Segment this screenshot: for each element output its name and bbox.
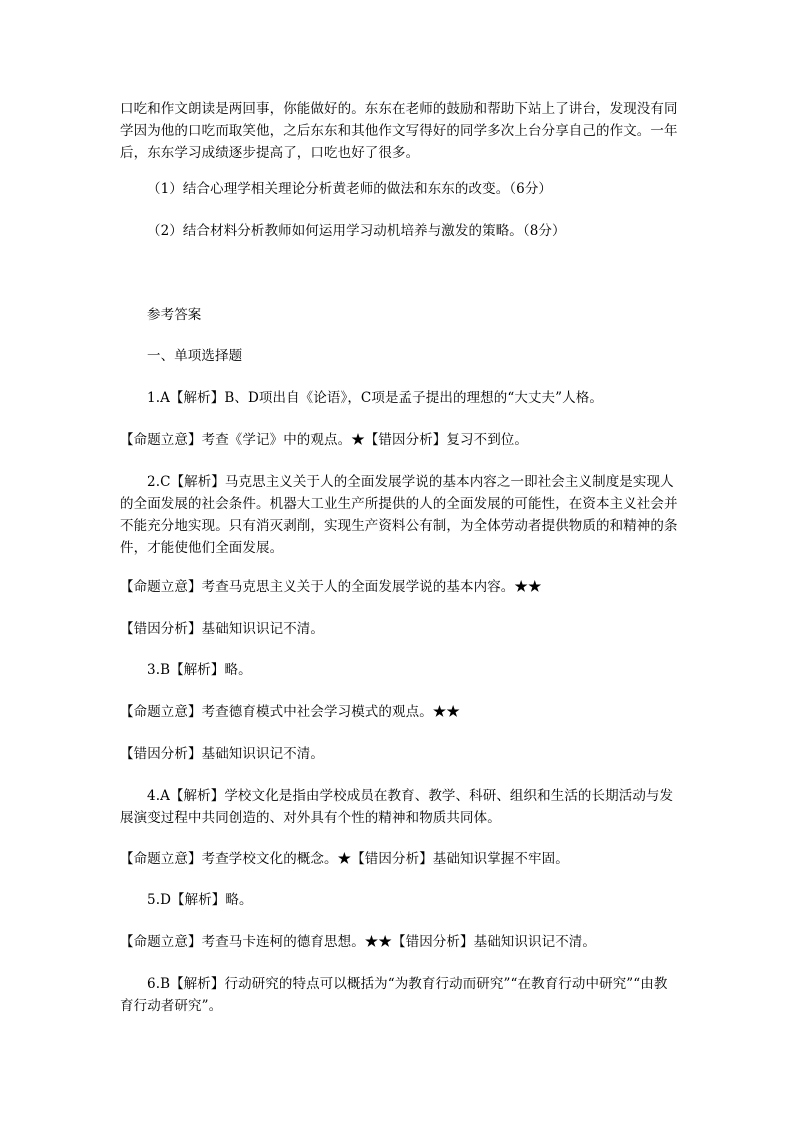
- question-1: （1）结合心理学相关理论分析黄老师的做法和东东的改变。（6分）: [147, 181, 553, 197]
- answer-3-analysis: 3.B【解析】略。: [147, 662, 252, 678]
- answer-3-intent: 【命题立意】考查德育模式中社会学习模式的观点。★★: [120, 704, 460, 720]
- answer-5-intent: 【命题立意】考查马卡连柯的德育思想。★★【错因分析】基础知识识记不清。: [120, 934, 596, 950]
- answer-4-intent: 【命题立意】考查学校文化的概念。★【错因分析】基础知识掌握不牢固。: [120, 851, 569, 867]
- paragraph-case-continuation: 口吃和作文朗读是两回事，你能做好的。东东在老师的鼓励和帮助下站上了讲台，发现没有同学因为他的口吃而取笑他，之后东东和其他作文写得好的同学多次上台分享自己的作文。一年后，东东学习成绩逐步提高了，口吃也好了很多。: [120, 101, 678, 161]
- answer-6-analysis: 6.B【解析】行动研究的特点可以概括为“为教育行动而研究”“在教育行动中研究”“由教育行动者研究”。: [120, 976, 668, 1014]
- question-2: （2）结合材料分析教师如何运用学习动机培养与激发的策略。（8分）: [147, 223, 566, 239]
- answer-1-intent: 【命题立意】考查《学记》中的观点。★【错因分析】复习不到位。: [120, 432, 528, 448]
- section-title-answers: 参考答案: [147, 307, 202, 323]
- answer-2-error: 【错因分析】基础知识识记不清。: [120, 621, 324, 637]
- answer-2-analysis: 2.C【解析】马克思主义关于人的全面发展学说的基本内容之一即社会主义制度是实现人的全面发展的社会条件。机器大工业生产所提供的人的全面发展的可能性，在资本主义社会并不能充分地实现。只有消灭剥削，实现生产资料公有制，为全体劳动者提供物质的和精神的条件，才能使他们全面发展。: [120, 474, 678, 556]
- answer-5-analysis: 5.D【解析】略。: [147, 892, 253, 908]
- answer-4-analysis: 4.A【解析】学校文化是指由学校成员在教育、教学、科研、组织和生活的长期活动与发展演变过程中共同创造的、对外具有个性的精神和物质共同体。: [120, 788, 674, 826]
- section-heading-single-choice: 一、单项选择题: [147, 348, 243, 364]
- answer-3-error: 【错因分析】基础知识识记不清。: [120, 746, 324, 762]
- answer-1-analysis: 1.A【解析】B、D项出自《论语》，C项是孟子提出的理想的“大丈夫”人格。: [147, 390, 603, 406]
- answer-2-intent: 【命题立意】考查马克思主义关于人的全面发展学说的基本内容。★★: [120, 579, 542, 595]
